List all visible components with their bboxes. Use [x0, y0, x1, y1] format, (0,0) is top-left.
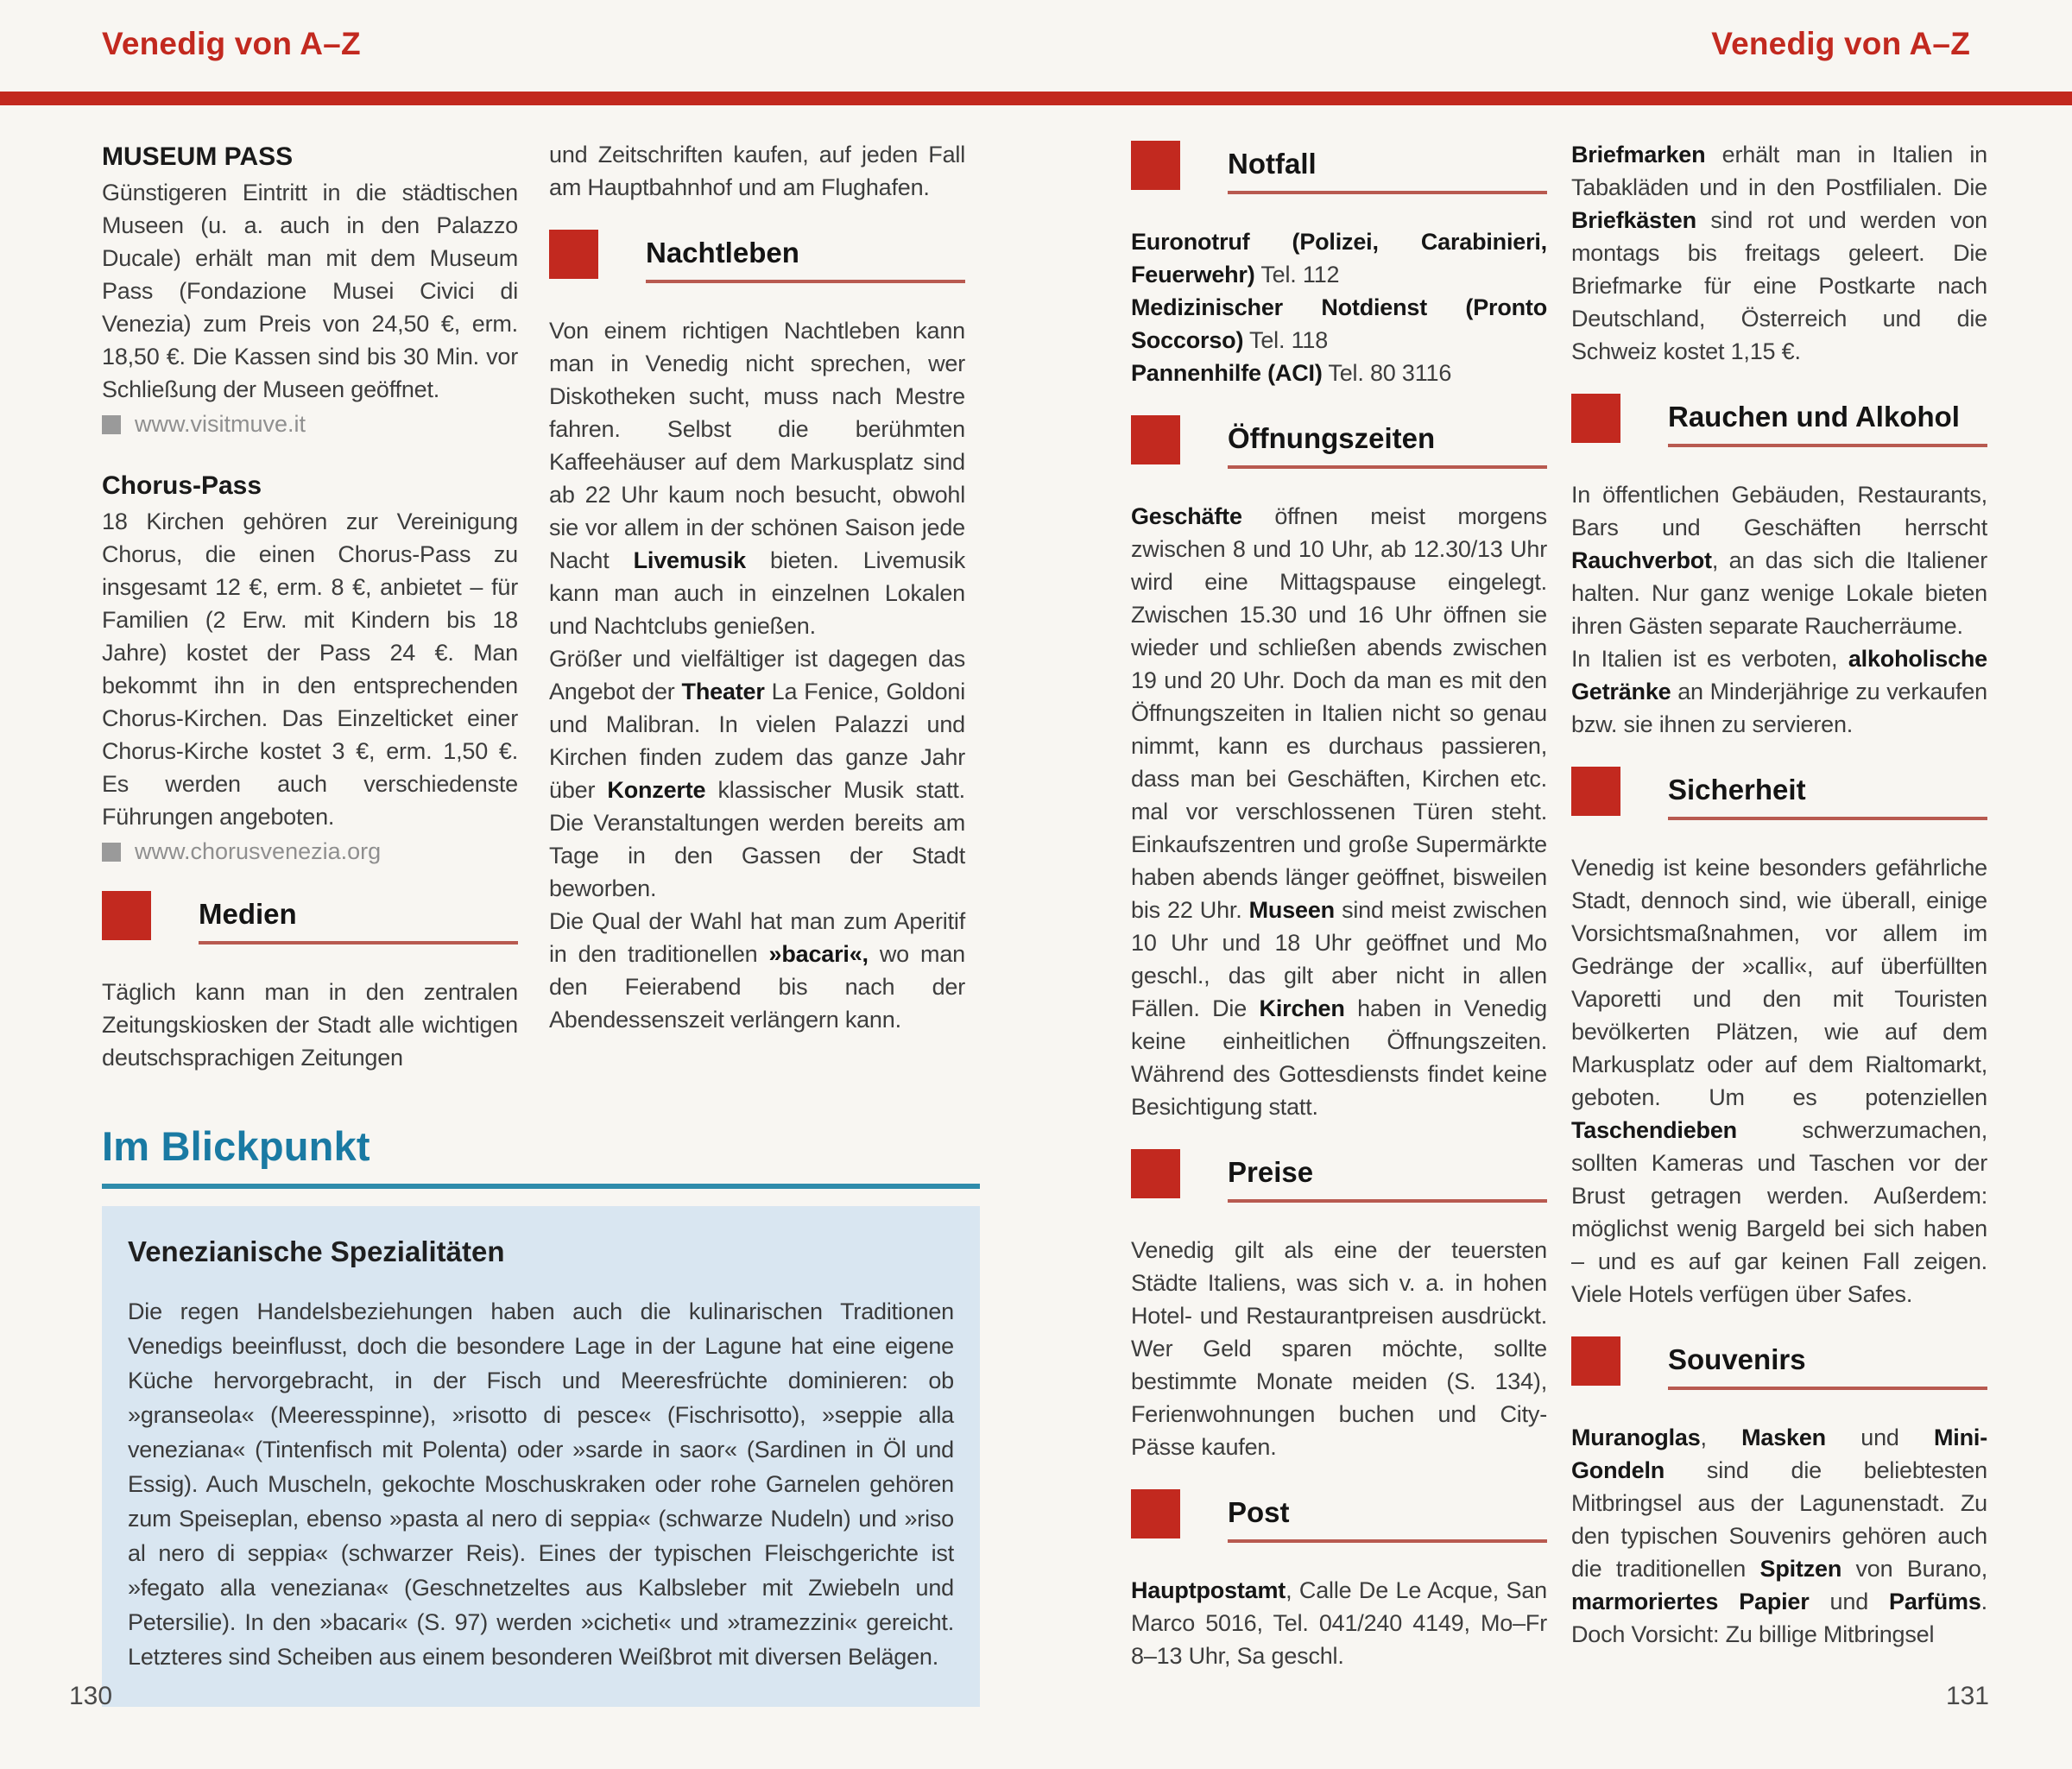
- link-bullet-icon: [102, 843, 121, 862]
- section-title-block: [1228, 141, 1547, 194]
- section-title-block: [199, 891, 518, 945]
- section-title-block: [1228, 1149, 1547, 1203]
- sub-heading: MUSEUM PASS: [102, 142, 294, 171]
- section-medien: [102, 891, 518, 945]
- section-title: Notfall: [1228, 148, 1317, 180]
- section-title-block: [1668, 1336, 1987, 1390]
- paragraph: Pannenhilfe (ACI) Tel. 80 3116: [1131, 359, 1452, 386]
- paragraph: Hauptpostamt, Calle De Le Acque, San Marco 5016, Tel. 041/240 4149, Mo–Fr 8–13 Uhr, Sa geschl.: [1131, 1576, 1547, 1669]
- column-2: [549, 138, 965, 1036]
- section-title-block: [646, 230, 965, 283]
- paragraph: Täglich kann man in den zentralen Zeitungskiosken der Stadt alle wichtigen deutschsprachigen Zeitungen: [102, 978, 518, 1071]
- section-nachtleben: [549, 230, 965, 283]
- running-head-right: Venedig von A–Z: [1711, 26, 1970, 61]
- im-blickpunkt-rule: [102, 1184, 980, 1189]
- section-preise: [1131, 1149, 1547, 1203]
- im-blickpunkt-title: Im Blickpunkt: [102, 1123, 370, 1169]
- link-bullet-icon: [102, 415, 121, 434]
- focus-panel-text: Die regen Handelsbeziehungen haben auch die kulinarischen Traditionen Venedigs beeinflusst, doch die besondere Lage in der Lagune hat eine eigene Küche hervorgebracht, in der Fisch und Meeresfrüchte dominieren: ob »granseola« (Meeresspinne), »risotto di pesce« (Fischrisotto), »seppie alla veneziana« (Tintenfisch mit Polenta) oder »sarde in saor« (Sardinen in Öl und Essig). Auch Muscheln, gekochte Moschuskraken oder rohe Garnelen gehören zum Speiseplan, ebenso »pasta al nero di seppia« (schwarze Nudeln) und »riso al nero di seppia« (schwarzer Reis). Eines der typischen Fleischgerichte ist »fegato alla veneziana« (Geschnetzeltes aus Kalbsleber mit Zwiebeln und Petersilie). In den »bacari« (S. 97) werden »cicheti« und »tramezzini« gereicht. Letzteres sind Scheiben aus einem besonderen Weißbrot mit diversen Belägen.: [128, 1298, 954, 1670]
- page-number-left: 130: [69, 1682, 113, 1710]
- section-post: [1131, 1489, 1547, 1543]
- section-notfall: [1131, 141, 1547, 194]
- paragraph: Größer und vielfältiger ist dagegen das Angebot der Theater La Fenice, Goldoni und Malibran. In vielen Palazzi und Kirchen finden zudem das ganze Jahr über Konzerte klassischer Musik statt. Die Veranstaltungen werden bereits am Tage in den Gassen der Stadt beworben.: [549, 645, 966, 901]
- section-title-block: [1668, 767, 1987, 820]
- red-square-icon: [1571, 1336, 1620, 1386]
- red-square-icon: [1131, 141, 1180, 190]
- im-blickpunkt-box: [102, 1122, 980, 1707]
- section-title: Sicherheit: [1668, 773, 1806, 806]
- section-title: Souvenirs: [1668, 1343, 1806, 1375]
- section-rauchen-und-alkohol: [1571, 394, 1987, 447]
- red-square-icon: [1131, 1149, 1180, 1198]
- paragraph: und Zeitschriften kaufen, auf jeden Fall am Hauptbahnhof und am Flughafen.: [549, 142, 965, 200]
- web-link-text: www.visitmuve.it: [135, 411, 306, 437]
- focus-panel-heading: Venezianische Spezialitäten: [128, 1235, 505, 1267]
- column-4: [1571, 138, 1987, 1651]
- section-title: Post: [1228, 1495, 1290, 1528]
- section-title-block: [1668, 394, 1987, 447]
- paragraph: Von einem richtigen Nachtleben kann man in Venedig nicht sprechen, wer Diskotheken sucht, muss nach Mestre fahren. Selbst die berühmten Kaffeehäuser auf dem Markusplatz sind ab 22 Uhr kaum noch besucht, obwohl sie vor allem in der schönen Saison jede Nacht Livemusik bieten. Livemusik kann man auch in einzelnen Lokalen und Nachtclubs genießen.: [549, 317, 965, 639]
- red-square-icon: [1131, 1489, 1180, 1538]
- header-rule: [0, 92, 2072, 105]
- section-title: Rauchen und Alkohol: [1668, 401, 1960, 433]
- paragraph: 18 Kirchen gehören zur Vereinigung Chorus, die einen Chorus-Pass zu insgesamt 12 €, erm. 8 €, anbietet – für Familien (2 Erw. mit Kindern bis 18 Jahre) kostet der Pass 24 €. Man bekommt ihn in den entsprechenden Chorus-Kirchen. Das Einzelticket einer Chorus-Kirche kostet 3 €, erm. 1,50 €. Es werden auch verschiedenste Führungen angeboten.: [102, 509, 518, 830]
- red-square-icon: [102, 891, 151, 940]
- column-3: [1131, 138, 1547, 1672]
- paragraph: Venedig gilt als eine der teuersten Städte Italiens, was sich v. a. in hohen Hotel- und Restaurantpreisen ausdrückt. Wer Geld sparen möchte, sollte bestimmte Monate meiden (S. 134), Ferienwohnungen buchen und City-Pässe kaufen.: [1131, 1236, 1547, 1460]
- web-link-text: www.chorusvenezia.org: [135, 838, 382, 864]
- web-link-row: [102, 411, 518, 438]
- section-title: Öffnungszeiten: [1228, 421, 1436, 454]
- paragraph: Medizinischer Notdienst (Pronto Soccorso) Tel. 118: [1131, 294, 1547, 353]
- paragraph: In Italien ist es verboten, alkoholische Getränke an Minderjährige zu verkaufen bzw. sie ihnen zu servieren.: [1571, 645, 1987, 737]
- red-square-icon: [549, 230, 598, 279]
- column-1: [102, 138, 518, 1074]
- red-square-icon: [1571, 394, 1620, 443]
- section-sicherheit: [1571, 767, 1987, 820]
- focus-panel: [102, 1206, 980, 1707]
- paragraph: Geschäfte öffnen meist morgens zwischen 8 und 10 Uhr, ab 12.30/13 Uhr wird eine Mittagspause eingelegt. Zwischen 15.30 und 16 Uhr öffnen sie wieder und schließen abends zwischen 19 und 20 Uhr. Doch da man es mit den Öffnungszeiten in Italien nicht so genau nimmt, kann es durchaus passieren, dass man bei Geschäften, Kirchen etc. mal vor verschlossenen Türen steht. Einkaufszentren und große Supermärkte haben abends länger geöffnet, bisweilen bis 22 Uhr. Museen sind meist zwischen 10 Uhr und 18 Uhr geöffnet und Mo geschl., das gilt aber nicht in allen Fällen. Die Kirchen haben in Venedig keine einheitlichen Öffnungszeiten. Während des Gottesdiensts findet keine Besichtigung statt.: [1131, 502, 1547, 1120]
- section-title-block: [1228, 415, 1547, 469]
- red-square-icon: [1571, 767, 1620, 816]
- web-link-row: [102, 838, 518, 865]
- page-number-right: 131: [1945, 1682, 1989, 1710]
- section-title: Medien: [199, 898, 297, 930]
- paragraph: Die Qual der Wahl hat man zum Aperitif in den traditionellen »bacari«, wo man den Feierabend bis nach der Abendessenszeit verlängern kann.: [549, 907, 965, 1033]
- paragraph: Muranoglas, Masken und Mini-Gondeln sind die beliebtesten Mitbringsel aus der Lagunenstadt. Zu den typischen Souvenirs gehören auch die traditionellen Spitzen von Burano, marmoriertes Papier und Parfüms. Doch Vorsicht: Zu billige Mitbringsel: [1571, 1424, 1987, 1647]
- section-title-block: [1228, 1489, 1547, 1543]
- section-souvenirs: [1571, 1336, 1987, 1390]
- section-title: Preise: [1228, 1155, 1314, 1188]
- paragraph: In öffentlichen Gebäuden, Restaurants, Bars und Geschäften herrscht Rauchverbot, an das sich die Italiener halten. Nur ganz wenige Lokale bieten ihren Gästen separate Raucherräume.: [1571, 481, 1987, 639]
- red-square-icon: [1131, 415, 1180, 464]
- section-oeffnungszeiten: [1131, 415, 1547, 469]
- section-title: Nachtleben: [646, 237, 799, 269]
- running-head-left: Venedig von A–Z: [102, 26, 361, 61]
- paragraph: Briefmarken erhält man in Italien in Tabakläden und in den Postfilialen. Die Briefkästen sind rot und werden von montags bis freitags geleert. Die Briefmarke für eine Postkarte nach Deutschland, Österreich und die Schweiz kostet 1,15 €.: [1571, 142, 1987, 364]
- paragraph: Venedig ist keine besonders gefährliche Stadt, dennoch sind, wie überall, einige Vorsichtsmaßnahmen, vor allem im Gedränge der »calli«, auf überfüllten Vaporetti und den mit Touristen bevölkerten Plätzen, wie auf dem Markusplatz oder auf dem Rialtomarkt, geboten. Um es potenziellen Taschendieben schwerzumachen, sollten Kameras und Taschen vor der Brust getragen werden. Außerdem: möglichst wenig Bargeld bei sich haben – und es auf gar keinen Fall zeigen. Viele Hotels verfügen über Safes.: [1571, 854, 1987, 1307]
- sub-heading: Chorus-Pass: [102, 471, 262, 500]
- paragraph: Euronotruf (Polizei, Carabinieri, Feuerwehr) Tel. 112: [1131, 228, 1547, 287]
- paragraph: Günstigeren Eintritt in die städtischen Museen (u. a. auch in den Palazzo Ducale) erhält man mit dem Museum Pass (Fondazione Musei Civici di Venezia) zum Preis von 24,50 €, erm. 18,50 €. Die Kassen sind bis 30 Min. vor Schließung der Museen geöffnet.: [102, 180, 518, 402]
